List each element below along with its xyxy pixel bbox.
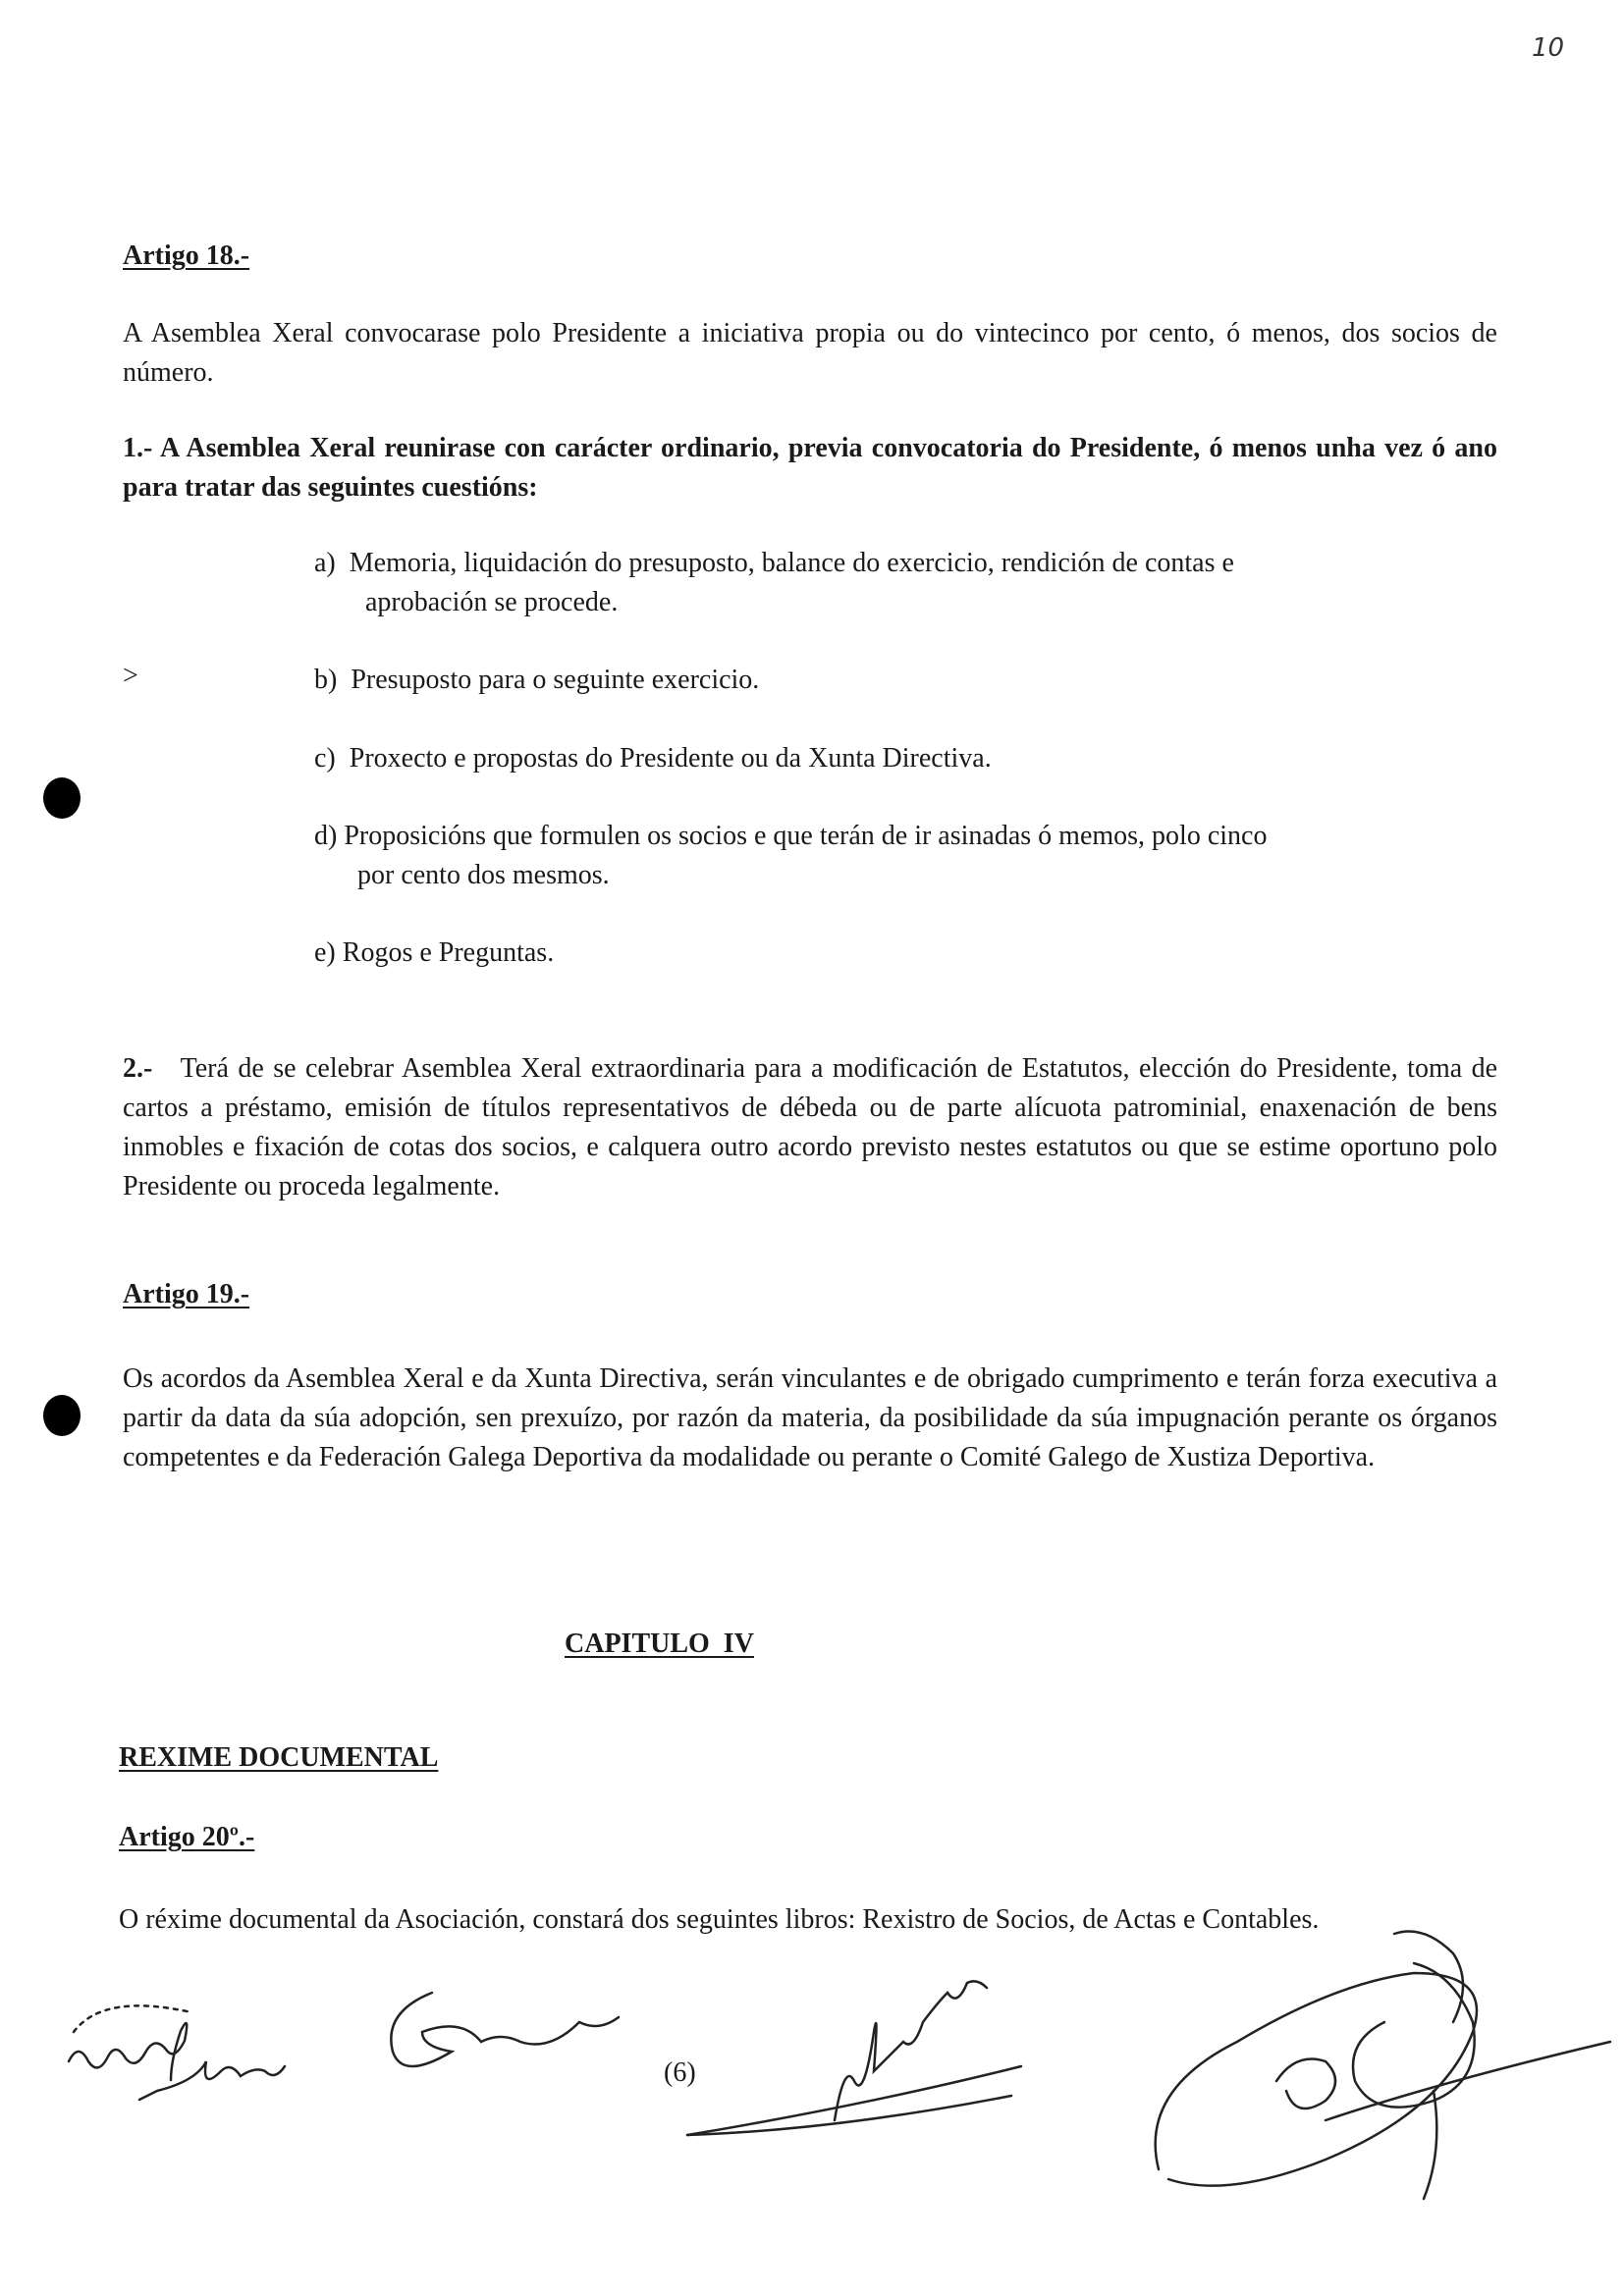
footer-page-number: (6) xyxy=(664,2057,696,2088)
signature-1 xyxy=(69,2005,285,2100)
margin-mark: > xyxy=(123,661,138,691)
signature-4 xyxy=(1156,1932,1610,2200)
article-19-heading: Artigo 19.- xyxy=(123,1279,250,1309)
item-label: a) xyxy=(314,548,336,578)
article-18-point-1: 1.- A Asemblea Xeral reunirase con carácter ordinario, previa convocatoria do Presidente, ó menos unha vez ó ano para tratar das seguintes cuestións: xyxy=(123,433,1497,503)
item-label: c) xyxy=(314,743,336,774)
signature-3 xyxy=(687,1981,1021,2135)
item-text: Rogos e Preguntas. xyxy=(342,937,555,968)
item-text: Proposicións que formulen os socios e que terán de ir asinadas ó memos, polo cinco xyxy=(344,821,1268,851)
point-2-label: 2.- xyxy=(123,1053,153,1084)
item-label: b) xyxy=(314,665,338,695)
section-title: REXIME DOCUMENTAL xyxy=(119,1742,439,1773)
item-label: e) xyxy=(314,937,336,968)
handwritten-page-number: 10 xyxy=(1532,33,1565,63)
item-label: d) xyxy=(314,821,338,851)
signature-2 xyxy=(391,1993,619,2066)
article-19-text: Os acordos da Asemblea Xeral e da Xunta Directiva, serán vinculantes e de obrigado cumprimento e terán forza executiva a partir da data da súa adopción, sen prexuízo, por razón da materia, da posibilidade da súa impugnación perante os órganos competentes e da Federación Galega Deportiva da modalidade ou perante o Comité Galego de Xustiza Deportiva. xyxy=(123,1363,1497,1472)
article-20-text: O réxime documental da Asociación, constará dos seguintes libros: Rexistro de Socios, de Actas e Contables. xyxy=(119,1904,1320,1935)
item-continuation: aprobación se procede. xyxy=(365,587,619,617)
article-20-heading: Artigo 20º.- xyxy=(119,1822,255,1852)
item-text: Proxecto e propostas do Presidente ou da Xunta Directiva. xyxy=(349,743,992,774)
item-continuation: por cento dos mesmos. xyxy=(357,860,610,890)
chapter-title: CAPITULO IV xyxy=(565,1629,754,1659)
point-2-text: Terá de se celebrar Asemblea Xeral extraordinaria para a modificación de Estatutos, elección do Presidente, toma de cartos a préstamo, emisión de títulos representativos de débeda ou de parte alícuota patrominial, enaxenación de bens inmobles e fixación de cotas dos socios, e calquera outro acordo previsto nestes estatutos ou que se estime oportuno polo Presidente ou proceda legalmente. xyxy=(123,1053,1497,1201)
article-18-heading: Artigo 18.- xyxy=(123,240,250,271)
article-18-intro: A Asemblea Xeral convocarase polo Presidente a iniciativa propia ou do vintecinco por cento, ó menos, dos socios de número. xyxy=(123,318,1497,388)
item-text: Presuposto para o seguinte exercicio. xyxy=(351,665,760,695)
item-text: Memoria, liquidación do presuposto, balance do exercicio, rendición de contas e xyxy=(349,548,1234,578)
